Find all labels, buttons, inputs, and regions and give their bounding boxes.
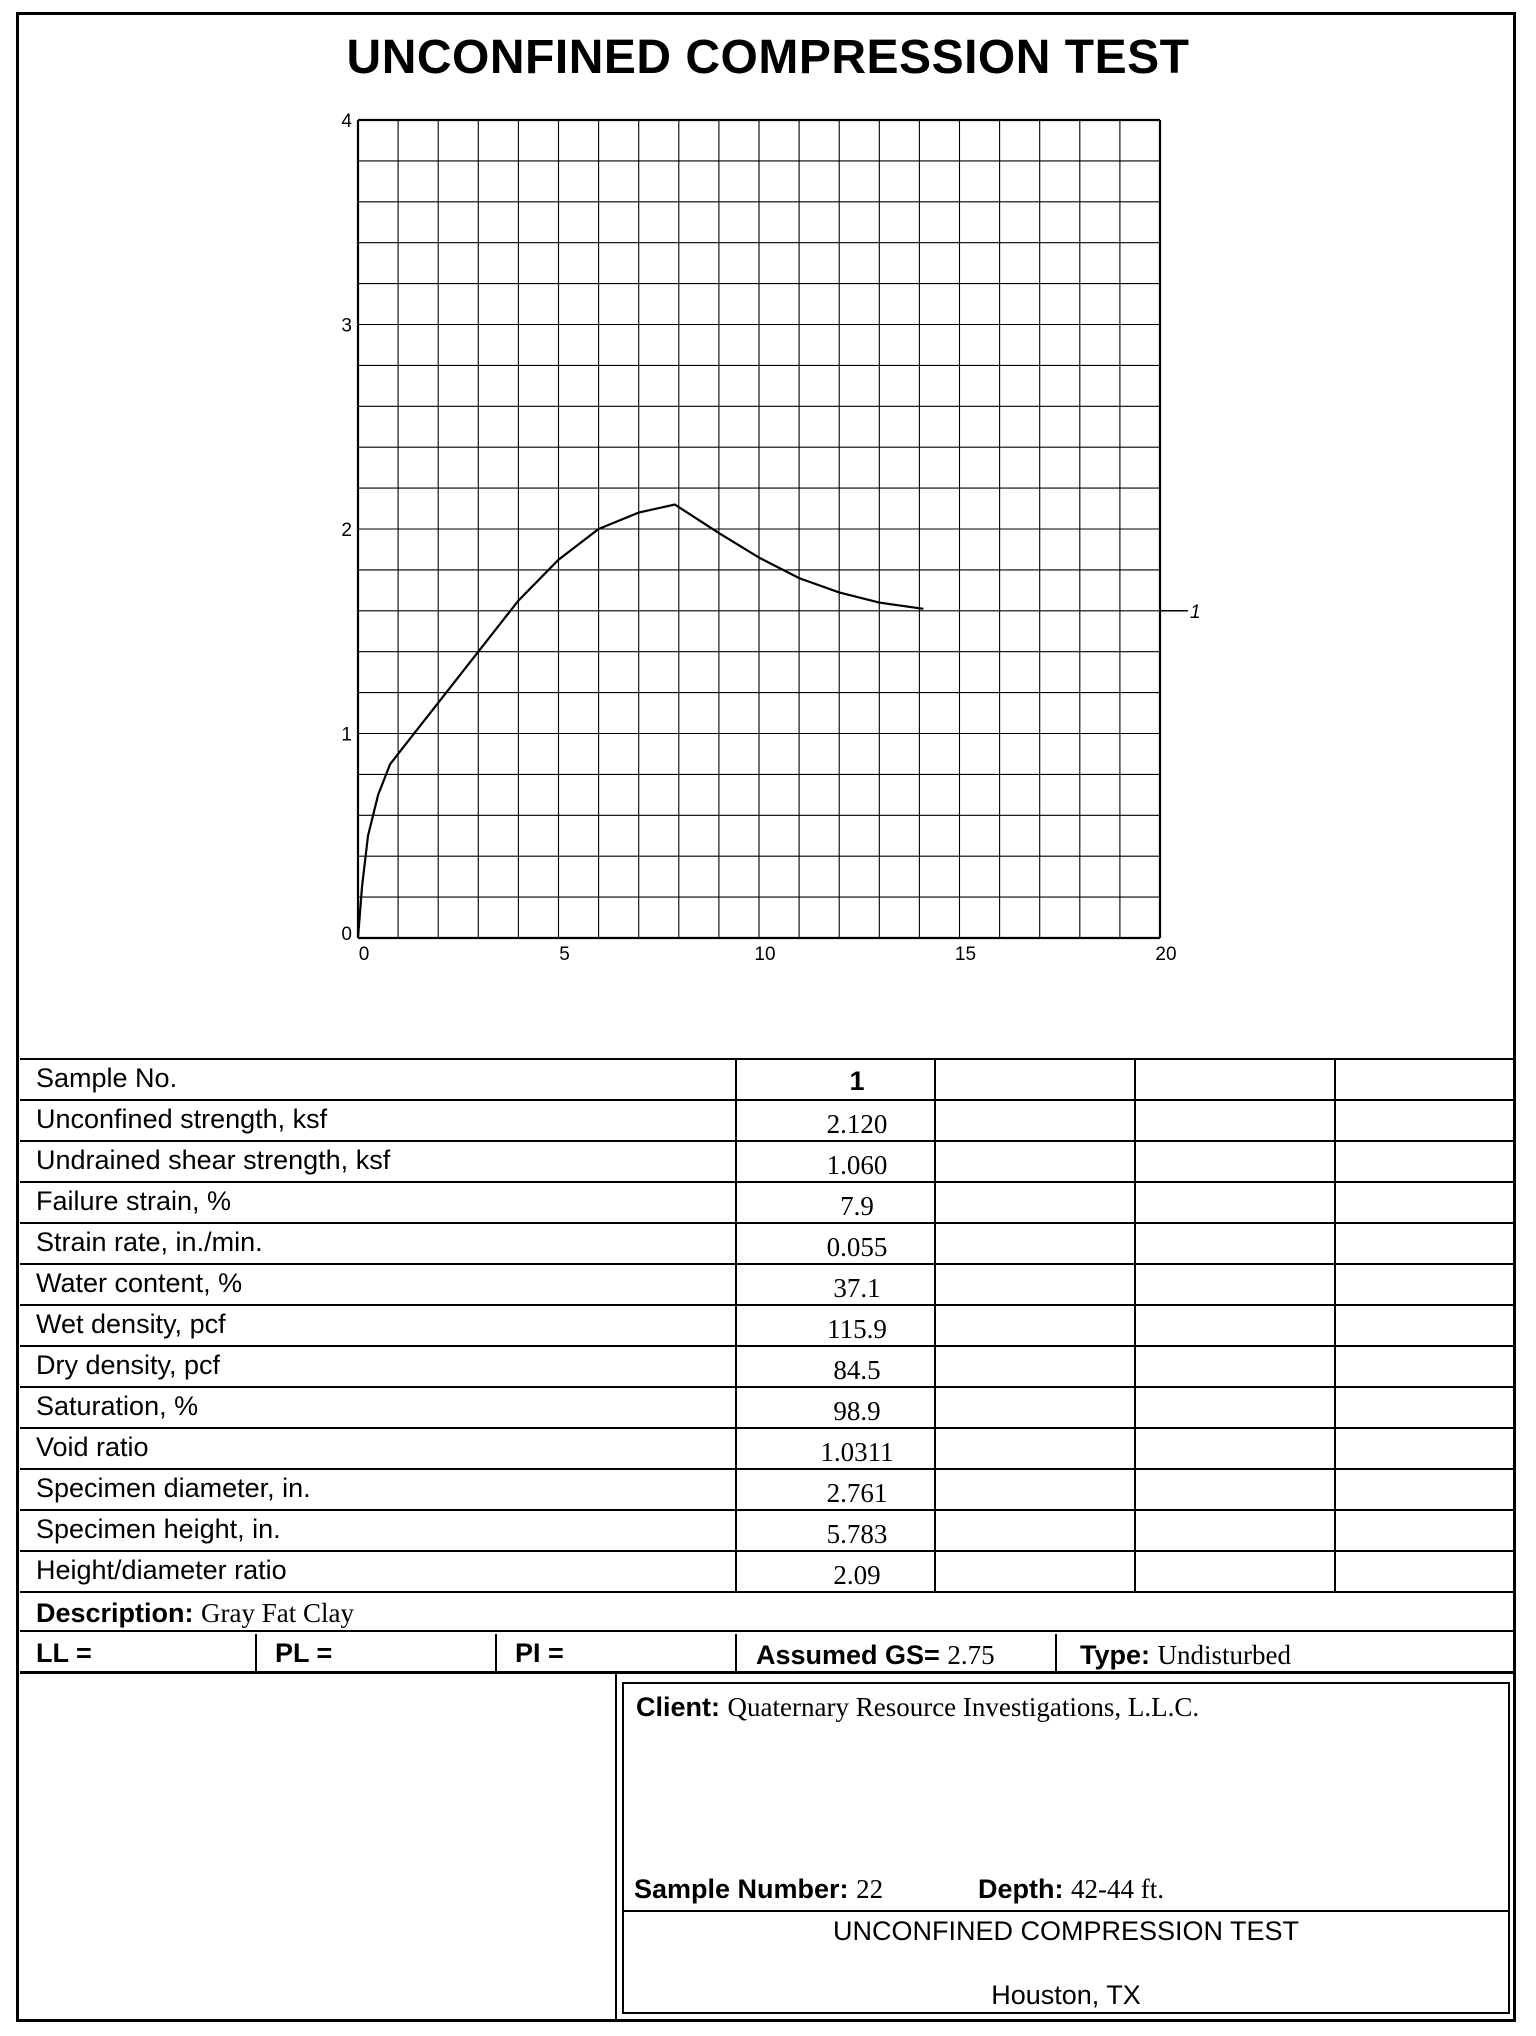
table-row (20, 1224, 1516, 1265)
property-value: 1.060 (826, 1150, 888, 1180)
chart-grid (358, 120, 1160, 938)
table-row (20, 1552, 1516, 1593)
y-tick-label: 1 (341, 724, 352, 746)
table-col-divider-2 (934, 1060, 936, 1592)
property-value: 2.09 (833, 1560, 881, 1590)
ll-label: LL = (36, 1638, 92, 1668)
property-value: 84.5 (833, 1355, 881, 1385)
property-label: Height/diameter ratio (36, 1555, 287, 1585)
property-value: 98.9 (833, 1396, 881, 1426)
property-value: 2.761 (826, 1478, 888, 1508)
description-row (20, 1594, 1516, 1632)
x-tick-label: 15 (954, 944, 977, 965)
sample-no-label: Sample No. (36, 1063, 178, 1093)
limits-row (20, 1634, 1516, 1674)
location: Houston, TX (991, 1980, 1141, 2010)
property-value: 115.9 (827, 1314, 887, 1344)
client-value: Quaternary Resource Investigations, L.L.C. (727, 1692, 1200, 1722)
footer-inner-divider (624, 1910, 1508, 1912)
gs-value: 2.75 (947, 1640, 995, 1670)
y-tick-label: 4 (341, 111, 352, 132)
property-label: Wet density, pcf (36, 1309, 226, 1339)
limits-divider-1 (255, 1634, 257, 1674)
limits-divider-2 (495, 1634, 497, 1674)
property-label: Water content, % (36, 1268, 243, 1298)
x-axis-ticks (359, 944, 1177, 965)
property-label: Saturation, % (36, 1391, 199, 1421)
series-legend-label: 1 (1190, 601, 1201, 623)
table-row (20, 1511, 1516, 1552)
table-row (20, 1388, 1516, 1429)
property-value: 7.9 (840, 1191, 874, 1221)
table-row (20, 1429, 1516, 1470)
x-tick-label: 0 (358, 944, 370, 965)
y-axis-ticks (341, 111, 352, 945)
type-value: Undisturbed (1157, 1640, 1292, 1670)
sample-no-value: 1 (849, 1066, 865, 1096)
property-label: Void ratio (36, 1432, 149, 1462)
report-title: UNCONFINED COMPRESSION TEST (832, 1916, 1300, 1946)
x-tick-label: 10 (754, 944, 776, 965)
property-label: Dry density, pcf (36, 1350, 221, 1380)
table-col-divider-1 (735, 1060, 737, 1592)
pi-label: PI = (515, 1638, 564, 1668)
x-tick-label: 20 (1155, 944, 1177, 965)
table-row (20, 1306, 1516, 1347)
table-row (20, 1101, 1516, 1142)
footer-client-box (622, 1682, 1510, 2014)
property-label: Specimen diameter, in. (36, 1473, 311, 1503)
property-label: Strain rate, in./min. (36, 1227, 263, 1257)
client-label: Client: (636, 1692, 720, 1722)
property-value: 37.1 (833, 1273, 881, 1303)
sample-number-label: Sample Number: (634, 1874, 849, 1904)
gs-label: Assumed GS= (756, 1640, 940, 1670)
limits-divider-4 (1055, 1634, 1057, 1674)
stress-strain-chart (0, 0, 1536, 1000)
pl-label: PL = (275, 1638, 333, 1668)
table-row (20, 1347, 1516, 1388)
table-row (20, 1470, 1516, 1511)
property-label: Unconfined strength, ksf (36, 1104, 328, 1134)
property-label: Failure strain, % (36, 1186, 232, 1216)
y-tick-label: 3 (341, 315, 352, 337)
table-row (20, 1142, 1516, 1183)
type-label: Type: (1080, 1640, 1151, 1670)
table-row (20, 1265, 1516, 1306)
depth-label: Depth: (978, 1874, 1064, 1904)
description-label: Description: (36, 1598, 194, 1628)
footer-left-divider (615, 1674, 617, 2020)
table-header-row (20, 1060, 1516, 1101)
property-value: 5.783 (826, 1519, 888, 1549)
y-tick-label: 0 (341, 924, 352, 945)
property-value: 1.0311 (820, 1437, 894, 1467)
x-tick-label: 5 (559, 944, 570, 965)
table-row (20, 1183, 1516, 1224)
depth-value: 42-44 ft. (1071, 1874, 1164, 1904)
limits-divider-3 (735, 1634, 737, 1674)
sample-number-value: 22 (856, 1874, 884, 1904)
property-label: Undrained shear strength, ksf (36, 1145, 391, 1175)
property-label: Specimen height, in. (36, 1514, 281, 1544)
table-col-divider-3 (1134, 1060, 1136, 1592)
table-col-divider-4 (1334, 1060, 1336, 1592)
description-value: Gray Fat Clay (201, 1598, 355, 1628)
page-title: UNCONFINED COMPRESSION TEST (346, 31, 1190, 84)
y-tick-label: 2 (341, 520, 352, 541)
property-value: 2.120 (826, 1109, 888, 1139)
property-value: 0.055 (826, 1232, 888, 1262)
